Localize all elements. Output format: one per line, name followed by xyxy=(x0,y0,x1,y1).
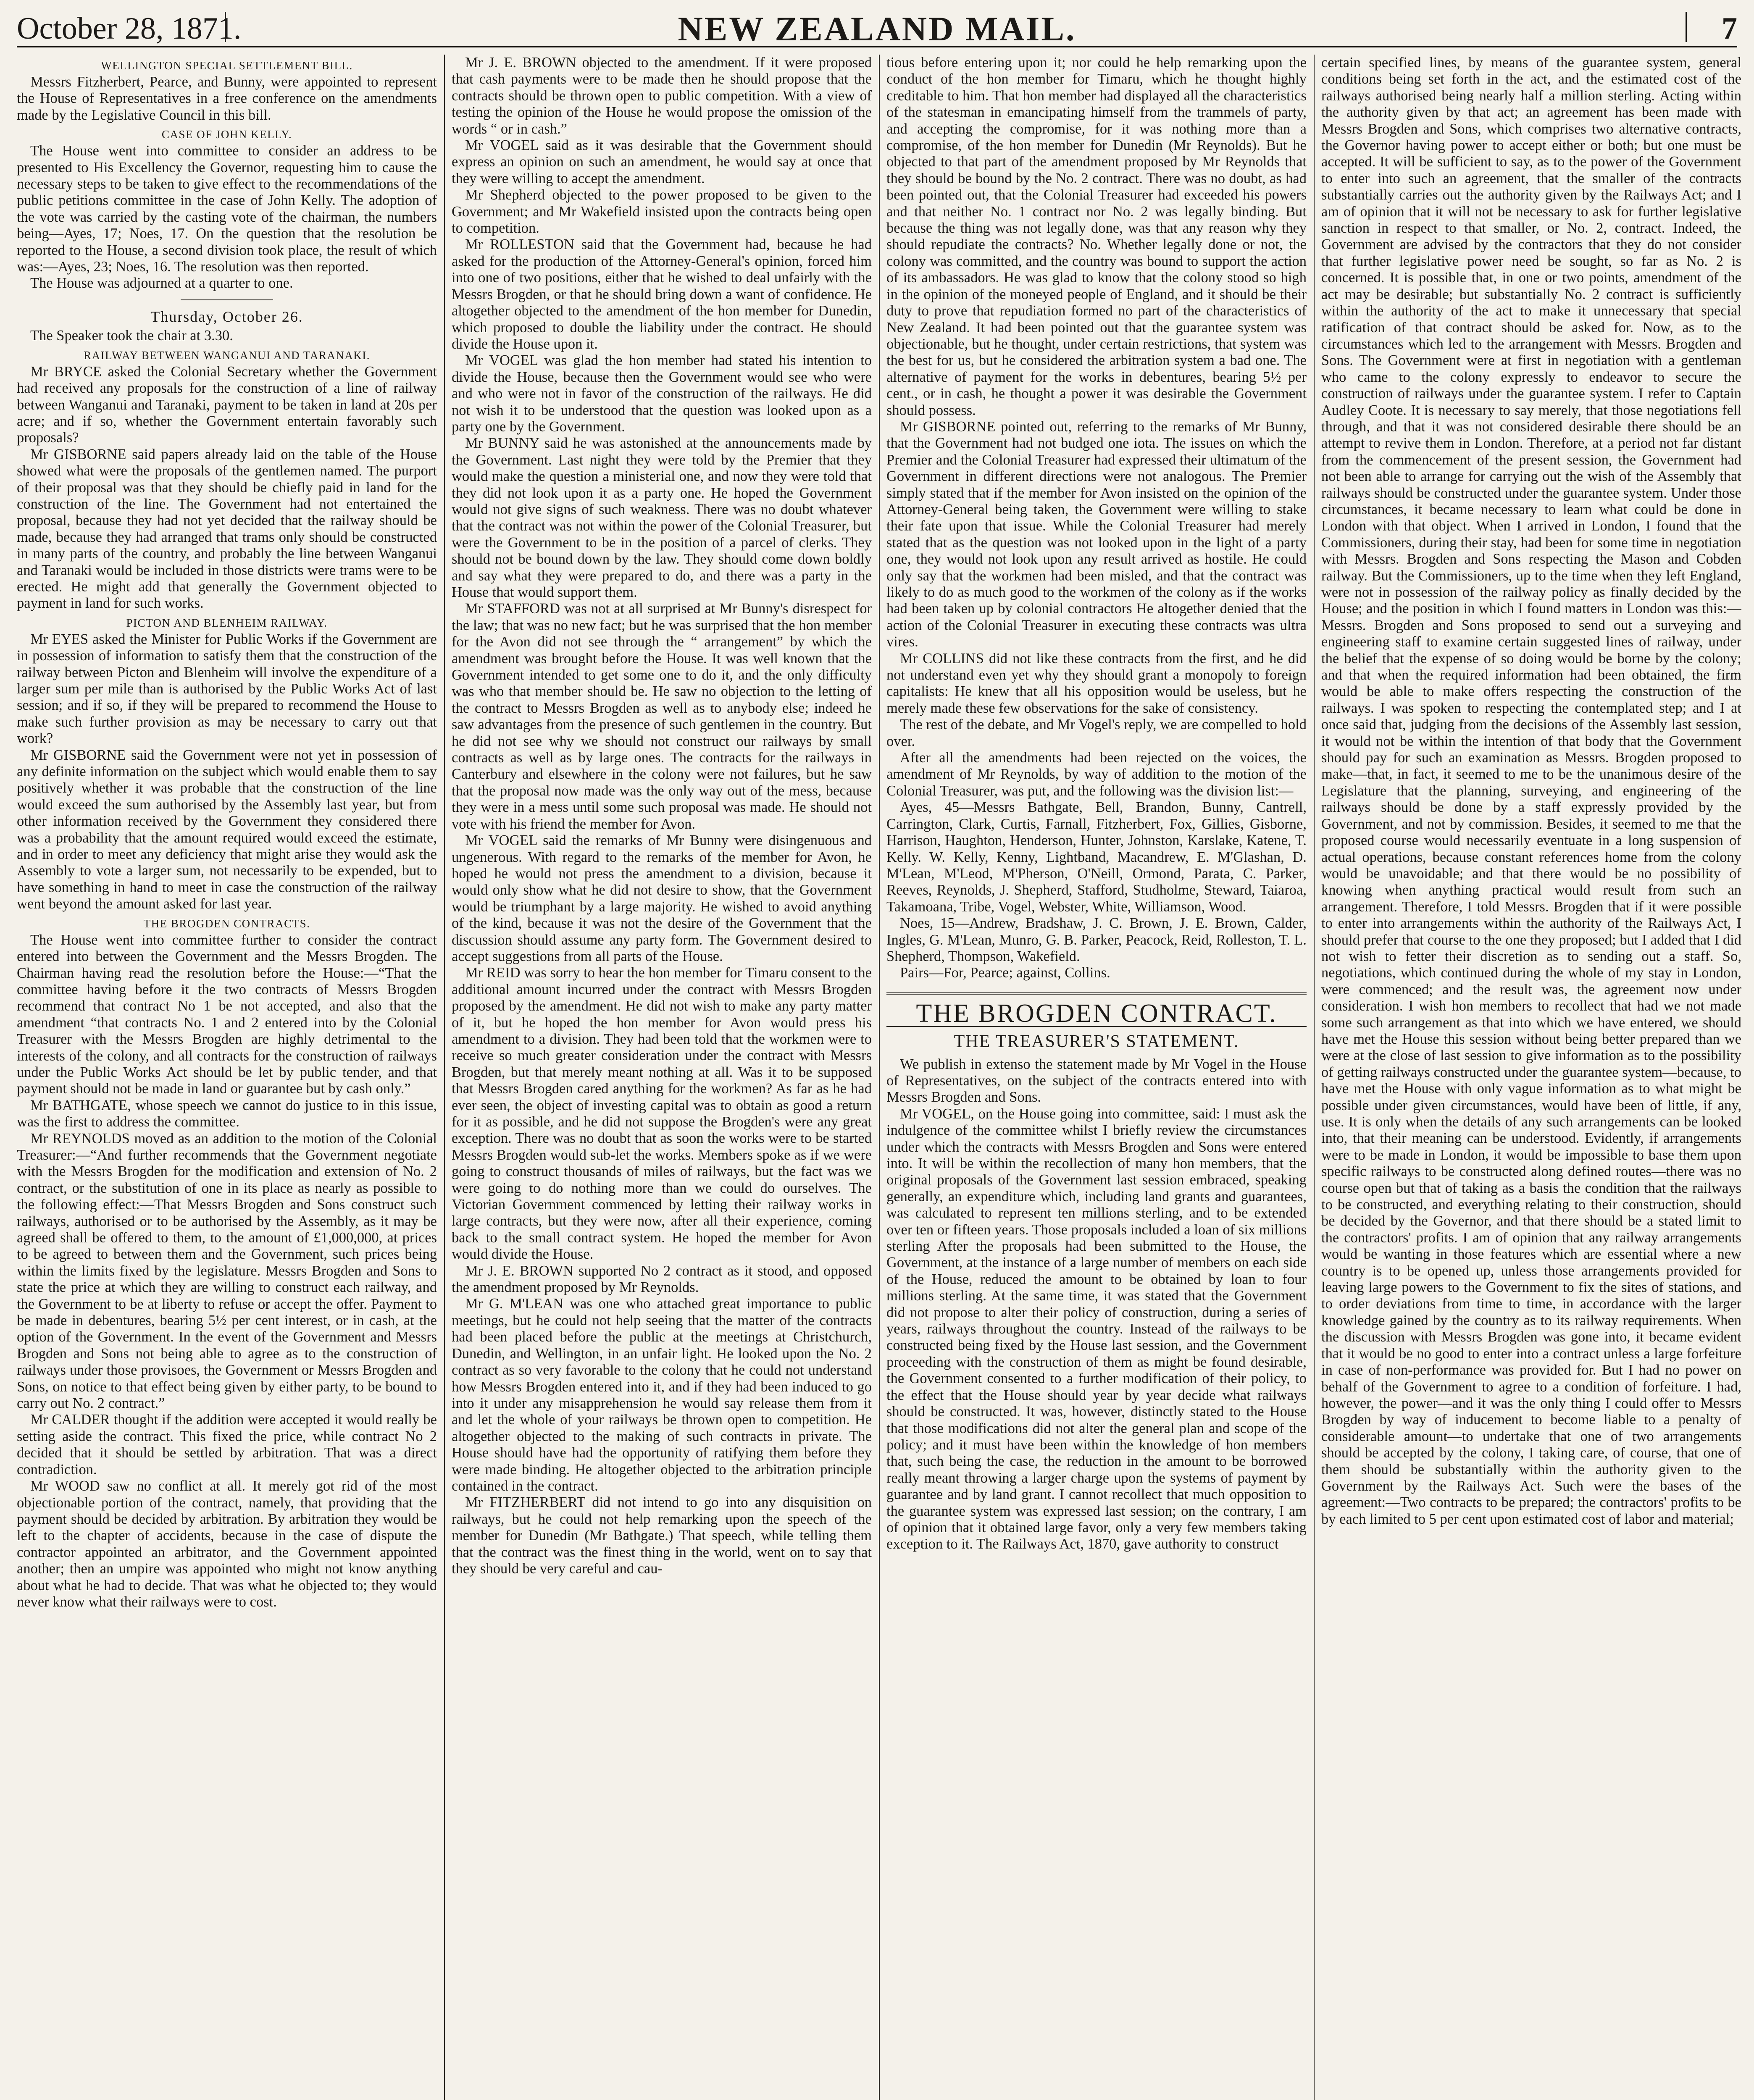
paragraph: Mr VOGEL said the remarks of Mr Bunny were disingenuous and ungenerous. With regard to the remarks of the member for Avon, he hoped he would not press the amendment to a division, because it would only show what he did not desire to show, that the Government would be triumphant by a large majority. He wished to avoid anything of the kind, because it was not the desire of the Government that the discussion should assume any party form. The Government desired to accept suggestions from all parts of the House. xyxy=(452,832,872,964)
division-list-pairs: Pairs—For, Pearce; against, Collins. xyxy=(900,965,1110,981)
paragraph: Mr BRYCE asked the Colonial Secretary whether the Government had received any proposals for the construction of a line of railway between Wanganui and Taranaki, payment to be taken in land at 20s per acre; and if so, whether the Government entertain favorably such proposals? xyxy=(17,363,437,446)
paragraph: Messrs Fitzherbert, Pearce, and Bunny, were appointed to represent the House of Representatives in a free conference on the amendments made by the Legislative Council in this bill. xyxy=(17,74,437,123)
paragraph: The House was adjourned at a quarter to one. xyxy=(30,275,293,291)
masthead xyxy=(17,8,1737,47)
paragraph: Mr CALDER thought if the addition were accepted it would really be setting aside the contract. This fixed the price, while contract No 2 decided that it should be settled by arbitration. That was a direct contradiction. xyxy=(17,1412,437,1478)
article-subtitle: THE TREASURER'S STATEMENT. xyxy=(886,1026,1307,1050)
paragraph: Mr GISBORNE pointed out, referring to the remarks of Mr Bunny, that the Government had not budged one iota. The issues on which the Premier and the Colonial Treasurer had expressed their ultimatum of the Government in different directions were not analogous. The Premier simply stated that if the member for Avon insisted on the opinion of the Attorney-General being taken, the Government were willing to stake their fate upon that issue. While the Colonial Treasurer had merely stated that as the question was not looked upon in the light of a party one, they would not look upon any result arrived as hostile. He could only say that the workmen had been misled, and that the contract was likely to do as much good to the workmen of the colony as if the works had been taken up by colonial contractors He altogether denied that the action of the Colonial Treasurer in executing these contracts was ultra vires. xyxy=(886,418,1307,650)
paragraph: Mr Shepherd objected to the power proposed to be given to the Government; and Mr Wakefield insisted upon the contracts being open to competition. xyxy=(452,187,872,236)
subheading-picton-railway: PICTON AND BLENHEIM RAILWAY. xyxy=(126,616,328,629)
paragraph: The House went into committee to consider an address to be presented to His Excellency the Governor, requesting him to cause the necessary steps to be taken to give effect to the recommendations of the public petitions committee in the case of John Kelly. The adoption of the vote was carried by the casting vote of the chairman, the numbers being—Ayes, 17; Noes, 17. On the question that the resolution be reported to the House, a second division took place, the result of which was:—Ayes, 23; Noes, 16. The resolution was then reported. xyxy=(17,143,437,275)
paragraph: Mr REID was sorry to hear the hon member for Timaru consent to the additional amount incurred under the contract with Messrs Brogden proposed by the amendment. He did not wish to make any party matter of it, but he hoped the hon member for Avon would press his amendment to a division. They had been told that the workmen were to receive so much greater consideration under the contract with Messrs Brogden, but that merely meant nothing at all. Was it to be supposed that Messrs Brogden cared anything for the workmen? As far as he had ever seen, the object of investing capital was to obtain as good a return for it as possible, and he did not suppose the Brogden's were any great exception. There was no doubt that as soon the works were to be started Messrs Brogden would sub-let the works. Members spoke as if we were going to construct thousands of miles of railways, but the fact was we were going to do nothing more than we could do ourselves. The Victorian Government commenced by letting their railway works in large contracts, but they were now, after all their experience, coming back to the small contract system. He hoped the member for Avon would divide the House. xyxy=(452,965,872,1263)
masthead-divider xyxy=(1686,12,1687,42)
subheading-john-kelly: CASE OF JOHN KELLY. xyxy=(161,128,292,141)
paragraph: Mr GISBORNE said the Government were not yet in possession of any definite information on the subject which would enable them to say positively whether it was probable that the construction of the line would exceed the sum authorised by the Assembly last year, but from other information received by the Government they considered there was a probability that the amount required would exceed the estimate, and in order to meet any deficiency that might arise they would ask the Assembly to vote a larger sum, not necessarily to be expended, but to have something in hand to meet in case the construction of the railway went beyond the amount asked for last year. xyxy=(17,747,437,912)
paragraph: The House went into committee further to consider the contract entered into between the Government and the Messrs Brogden. The Chairman having read the resolution before the House:—“That the committee having before it the two contracts of Messrs Brogden recommend that contract No 1 be not accepted, and also that the amendment “that contracts No. 1 and 2 entered into by the Colonial Treasurer with the Messrs Brogden are highly detrimental to the interests of the colony, and all contracts for the construction of railways under the Public Works Act should be let by public tender, and that payment should not be made in land or guarantee but by cash only.” xyxy=(17,932,437,1097)
issue-date: October 28, 1871. xyxy=(17,11,242,46)
column-rule xyxy=(444,55,445,2100)
subheading-wellington-bill: WELLINGTON SPECIAL SETTLEMENT BILL. xyxy=(101,59,353,72)
paragraph: The rest of the debate, and Mr Vogel's reply, we are compelled to hold over. xyxy=(886,717,1307,749)
page-number: 7 xyxy=(1722,11,1737,46)
paragraph: Mr COLLINS did not like these contracts from the first, and he did not understand even yet why they should grant a monopoly to foreign capitalists: He knew that all his opposition would be useless, but he merely made these few observations for the sake of consistency. xyxy=(886,650,1307,716)
paragraph: Mr ROLLESTON said that the Government had, because he had asked for the production of the Attorney-General's opinion, forced him into one of two positions, either that he wished to deal unfairly with the Messrs Brogden, or that he should bring down a want of confidence. He altogether objected to the amendment of the hon member for Dunedin, which proposed to double the liability under the contract. He should divide the House upon it. xyxy=(452,236,872,352)
newspaper-title: NEW ZEALAND MAIL. xyxy=(678,10,1076,48)
paragraph: Mr EYES asked the Minister for Public Works if the Government are in possession of information to satisfy them that the construction of the railway between Picton and Blenheim will involve the expenditure of a larger sum per mile than is authorised by the Public Works Act of last session; and if so, if they will be prepared to recommend the House to make such further provision as may be necessary to carry out that work? xyxy=(17,631,437,747)
paragraph: Mr REYNOLDS moved as an addition to the motion of the Colonial Treasurer:—“And further recommends that the Government negotiate with the Messrs Brogden for the modification and extension of No. 2 contract, or the substitution of one in its place as nearly as possible to the following effect:—That Messrs Brogden and Sons construct such railways, authorised or to be authorised by the Assembly, as it may be agreed shall be offered to them, to the amount of £1,000,000, at prices to be agreed to between them and the Government, such prices being within the limits fixed by the legislature. Messrs Brogden and Sons to state the price at which they are willing to construct each railway, and the Government to be at liberty to refuse or accept the offer. Payment to be made in debentures, bearing 5½ per cent interest, or in cash, at the option of the Government. In the event of the Government and Messrs Brogden and Sons not being able to agree as to the construction of railways under those provisoes, the Government or Messrs Brogden and Sons, on notice to that effect being given by either party, to be bound to carry out No. 2 contract.” xyxy=(17,1130,437,1412)
subheading-brogden-contracts: THE BROGDEN CONTRACTS. xyxy=(143,917,310,930)
paragraph: Mr J. E. BROWN supported No 2 contract as it stood, and opposed the amendment proposed by Mr Reynolds. xyxy=(452,1263,872,1296)
division-list-noes: Noes, 15—Andrew, Bradshaw, J. C. Brown, J. E. Brown, Calder, Ingles, G. M'Lean, Munro, G. B. Parker, Peacock, Reid, Rolleston, T. L. Shepherd, Thompson, Wakefield. xyxy=(886,915,1307,964)
column-2 xyxy=(452,55,872,2100)
paragraph: Mr STAFFORD was not at all surprised at Mr Bunny's disrespect for the law; that was no new fact; but he was surprised that the hon member for the Avon did not see through the “ arrangement” by which the amendment was brought before the House. It was well known that the Government intended to get some one to do it, and the only difficulty was who that member should be. He saw no objection to the letting of the contract to Messrs Brogden as well as to anybody else; indeed he saw advantages from the presence of such gentlemen in the country. But he did not see why we should not construct our railways by small contracts as well as by large ones. The contracts for the railways in Canterbury and elsewhere in the colony were not failures, but he saw that the proposal now made was the only way out of the mess, because they were in a mess until some such proposal was made. He should not vote with his friend the member for Avon. xyxy=(452,601,872,832)
division-list-ayes: Ayes, 45—Messrs Bathgate, Bell, Brandon, Bunny, Cantrell, Carrington, Clark, Curtis, Farnall, Fitzherbert, Fox, Gillies, Gisborne, Harrison, Haughton, Henderson, Hunter, Johnston, Karslake, Katene, T. Kelly. W. Kelly, Kenny, Lightband, Macandrew, E. M'Glashan, D. M'Lean, M'Leod, M'Pherson, O'Neill, Ormond, Parata, C. Parker, Reeves, Reynolds, J. Shepherd, Stafford, Studholme, Steward, Taiaroa, Takamoana, Tribe, Vogel, Webster, White, Williamson, Wood. xyxy=(886,799,1307,915)
paragraph: Mr FITZHERBERT did not intend to go into any disquisition on railways, but he could not help remarking upon the speech of the member for Dunedin (Mr Bathgate.) That speech, while telling them that the contract was the finest thing in the world, went on to say that they should be very careful and cau- xyxy=(452,1494,872,1577)
paragraph: Mr BATHGATE, whose speech we cannot do justice to in this issue, was the first to address the committee. xyxy=(17,1097,437,1130)
day-heading: Thursday, October 26. xyxy=(150,308,303,325)
column-4 xyxy=(1321,55,1741,2100)
article-title: THE BROGDEN CONTRACT. xyxy=(886,992,1307,1022)
paragraph: Mr G. M'LEAN was one who attached great importance to public meetings, but he could not help seeing that the matter of the contracts had been placed before the public at the meetings at Christchurch, Dunedin, and Wellington, in an unfair light. He looked upon the No. 2 contract as so very favorable to the colony that he could not understand how Messrs Brogden entered into it, and if they had been induced to go into it under any misapprehension he would say release them from it and let the whole of your railways be thrown open to competition. He altogether objected to the making of such contracts in private. The House should have had the opportunity of ratifying them before they were made binding. He altogether objected to the arbitration principle contained in the contract. xyxy=(452,1296,872,1494)
paragraph: The Speaker took the chair at 3.30. xyxy=(30,328,233,344)
paragraph: Mr VOGEL was glad the hon member had stated his intention to divide the House, because then the Government would see who were and who were not in favor of the construction of the railways. He did not wish it to be understood that the question was looked upon as a party one by the Government. xyxy=(452,352,872,435)
paragraph: tious before entering upon it; nor could he help remarking upon the conduct of the hon member for Timaru, which he thought highly creditable to him. That hon member had displayed all the characteristics of the statesman in emancipating himself from the trammels of party, and accepting the compromise, for it was nothing more than a compromise, of the hon member for Dunedin (Mr Reynolds). But he objected to that part of the amendment proposed by Mr Reynolds that they should be bound by the No. 2 contract. There was no doubt, as had been pointed out, that the Colonial Treasurer had exceeded his powers and that neither No. 1 contract nor No. 2 was legally binding. But because the thing was not legally done, was that any reason why they should repudiate the contracts? No. Whether legally done or not, the colony was committed, and the country was bound to support the action of its ambassadors. He was glad to know that the colony stood so high in the opinion of the moneyed people of England, and it should be their duty to prove that repudiation formed no part of the characteristics of New Zealand. It had been pointed out that the guarantee system was objectionable, but he thought, under certain restrictions, that system was the best for us, but he considered the arbitration system a bad one. The alternative of payment for the works in debentures, bearing 5½ per cent., or in cash, he thought a power it was desirable the Government should possess. xyxy=(886,55,1307,418)
column-rule xyxy=(879,55,880,2100)
column-rule xyxy=(1314,55,1315,2100)
paragraph: Mr VOGEL, on the House going into committee, said: I must ask the indulgence of the committee whilst I briefly review the circumstances under which the contracts with Messrs Brogden and Sons were entered into. It will be within the recollection of many hon members, that the original proposals of the Government last session embraced, speaking generally, an expenditure which, including land grants and guarantees, was calculated to represent ten millions sterling, and to be extended over ten or fifteen years. Those proposals included a loan of six millions sterling After the proposals had been submitted to the House, the Government, at the instance of a large number of members on each side of the House, reduced the amount to be obtained by loan to four millions sterling. At the same time, it was stated that the Government did not propose to alter their policy of construction, during a series of years, railways throughout the country. Instead of the railways to be constructed being fixed by the House last session, and the Government proceeding with the construction of them as might be found desirable, the Government consented to a further modification of their policy, to the effect that the House should year by year decide what railways should be constructed. It was, however, distinctly stated to the House that those modifications did not alter the general plan and scope of the policy; and it must have been within the knowledge of hon members that, such being the case, the reduction in the amount to be borrowed really meant throwing a larger charge upon the systems of payment by guarantee and by land grant. I cannot recollect that much opposition to the guarantee system was expressed last session; on the contrary, I am of opinion that it obtained large favor, only a very few members taking exception to it. The Railways Act, 1870, gave authority to construct xyxy=(886,1105,1307,1552)
paragraph: After all the amendments had been rejected on the voices, the amendment of Mr Reynolds, by way of addition to the motion of the Colonial Treasurer, was put, and the following was the division list:— xyxy=(886,750,1307,799)
paragraph: Mr WOOD saw no conflict at all. It merely got rid of the most objectionable portion of the contract, namely, that providing that the payment should be decided by arbitration. By arbitration they would be left to the chapter of accidents, because in the case of dispute the contractor appointed an arbitrator, and the Government appointed another; then an umpire was appointed who might not know anything about what he had to decide. That was what he objected to; they would never know what their railways were to cost. xyxy=(17,1478,437,1610)
paragraph: Mr GISBORNE said papers already laid on the table of the House showed what were the proposals of the gentlemen named. The purport of their proposal was that they should be chiefly paid in land for the construction of the line. The Government had not entertained the proposal, because they had not yet decided that the railway should be made, because they had arranged that trams only should be constructed in many parts of the country, and probably the line between Wanganui and Taranaki would be included in those districts were trams were to be erected. He might add that generally the Government objected to payment in land for such works. xyxy=(17,446,437,612)
subheading-wanganui-railway: RAILWAY BETWEEN WANGANUI AND TARANAKI. xyxy=(83,349,371,362)
paragraph: Mr J. E. BROWN objected to the amendment. If it were proposed that cash payments were to be made then he should propose that the contracts should be thrown open to public competition. With a view of testing the opinion of the House he would propose the omission of the words “ or in cash.” xyxy=(452,55,872,137)
paragraph: Mr BUNNY said he was astonished at the announcements made by the Government. Last night they were told by the Premier that they would make the question a ministerial one, and now they were told that they did not look upon it as a party one. He hoped the Government would not give signs of such weakness. There was no doubt whatever that the contract was not within the power of the Colonial Treasurer, but were the Government to be in the position of a parcel of clerks. They should not be bound down by the law. They should come down boldly and say what they were prepared to do, and there was a party in the House that would support them. xyxy=(452,435,872,600)
divider xyxy=(181,299,273,300)
paragraph: We publish in extenso the statement made by Mr Vogel in the House of Representatives, on the subject of the contracts entered into with Messrs Brogden and Sons. xyxy=(886,1056,1307,1105)
paragraph: Mr VOGEL said as it was desirable that the Government should express an opinion on such an amendment, he would say at once that they were willing to accept the amendment. xyxy=(452,137,872,186)
paragraph: certain specified lines, by means of the guarantee system, general conditions being set forth in the act, and the estimated cost of the railways authorised being nearly half a million sterling. Acting within the authority given by that act; an agreement has been made with Messrs Brogden and Sons, which comprises two alternative contracts, the Governor having power to accept either or both; but one must be accepted. It will be sufficient to say, as to the power of the Government to enter into such an agreement, that the smaller of the contracts substantially carries out the authority given by the Railways Act; and I am of opinion that it will not be necessary to ask for further legislative sanction in respect to that smaller, or No. 2, contract. Indeed, the Government are advised by the contractors that they do not consider that further legislative power need be sought, so far as No. 2 is concerned. It is possible that, in one or two points, amendment of the act may be desirable; but substantially No. 2 contract is sufficiently within the authority of the act to make it unnecessary that special ratification of that contract should be asked for. Now, as to the circumstances which led to the arrangement with Messrs. Brogden and Sons. The Government were at first in negotiation with a gentleman who came to the colony expressly to endeavor to secure the construction of railways under the guarantee system. I refer to Captain Audley Coote. It is necessary to say merely, that those negotiations fell through, and that it was not considered desirable there should be an attempt to revive them in London. Therefore, at a period not far distant from the commencement of the present session, the Government had not been able to arrange for carrying out the wish of the Assembly that railways should be constructed under the guarantee system. Under those circumstances, it became necessary to learn what could be done in London with that object. When I arrived in London, I found that the Commissioners, during their stay, had been for some time in negotiation with Messrs. Brogden and Sons respecting the Mason and Cobden railway. But the Commissioners, up to the time when they left England, were not in possession of the railway policy as finally decided by the House; and the position in which I found matters in London was this:—Messrs. Brogden and Sons proposed to send out a surveying and engineering staff to examine certain suggested lines of railway, under the belief that the expense of so doing would be borne by the colony; and that when the required information had been obtained, the firm would be able to make offers respecting the construction of the railways. I was spoken to respecting the contemplated step; and I at once said that, judging from the decisions of the Assembly last session, it would not be within the intention of that body that the Government should pay for such an examination as Messrs. Brogden proposed to make—that, in fact, it seemed to me to be the unanimous desire of the Legislature that the planning, surveying, and engineering of the railways should be done by a staff expressly provided by the Government, and not by commission. Besides, it seemed to me that the proposed course would necessarily eventuate in a long suspension of actual operations, because constant references home from the colony would be unavoidable; and that there would be no possibility of knowing when anything practical would result from such an arrangement. Therefore, I told Messrs. Brogden that if it were possible to enter into arrangements within the authority of the Railways Act, I should prefer that course to the one they proposed; but I added that I did not wish to fetter their discretion as to sending out a staff. So, negotiations, which continued during the whole of my stay in London, were commenced; and the result was, the agreement now under consideration. I wish hon members to recollect that had we not made some such arrangement as that into which we have entered, we should have met the House this session without being better prepared than we were at the close of last session to give information as to the possibility of getting railways constructed under the guarantee system—because, to have met the House with only vague information as to what might be possible under given circumstances, would have been of little, if any, use. It is only when the details of any such arrangements can be looked into, that their meaning can be understood. Evidently, if arrangements were to be made in London, it would be impossible to base them upon specific railways to be constructed along defined routes—there was no course open but that of taking as a basis the condition that the railways to be constructed, and everything relating to their construction, should be decided by the Governor, and that there should be a stated limit to the contractors' profits. I am of opinion that any railway arrangements would be wanting in those features which are essential where a new country is to be opened up, unless those arrangements provided for leaving large powers to the Government to fix the sites of stations, and to order deviations from time to time, in accordance with the larger knowledge gained by the country as to its railway requirements. When the discussion with Messrs Brogden was gone into, it became evident that it would be no good to enter into a contract unless a large forfeiture in case of non-performance was provided for. But I had no power on behalf of the Government to agree to a condition of forfeiture. I had, however, the power—and it was the only thing I could offer to Messrs Brogden by way of inducement to become liable to a penalty of considerable amount—to undertake that one of two arrangements should be accepted by the colony, I taking care, of course, that one of them should be substantially within the authority given to the Government by the Railways Act. Such were the bases of the agreement:—Two contracts to be prepared; the contractors' profits to be by each limited to 5 per cent upon estimated cost of labor and material; xyxy=(1321,55,1741,1527)
column-1 xyxy=(17,55,437,2100)
column-3 xyxy=(886,55,1307,2100)
